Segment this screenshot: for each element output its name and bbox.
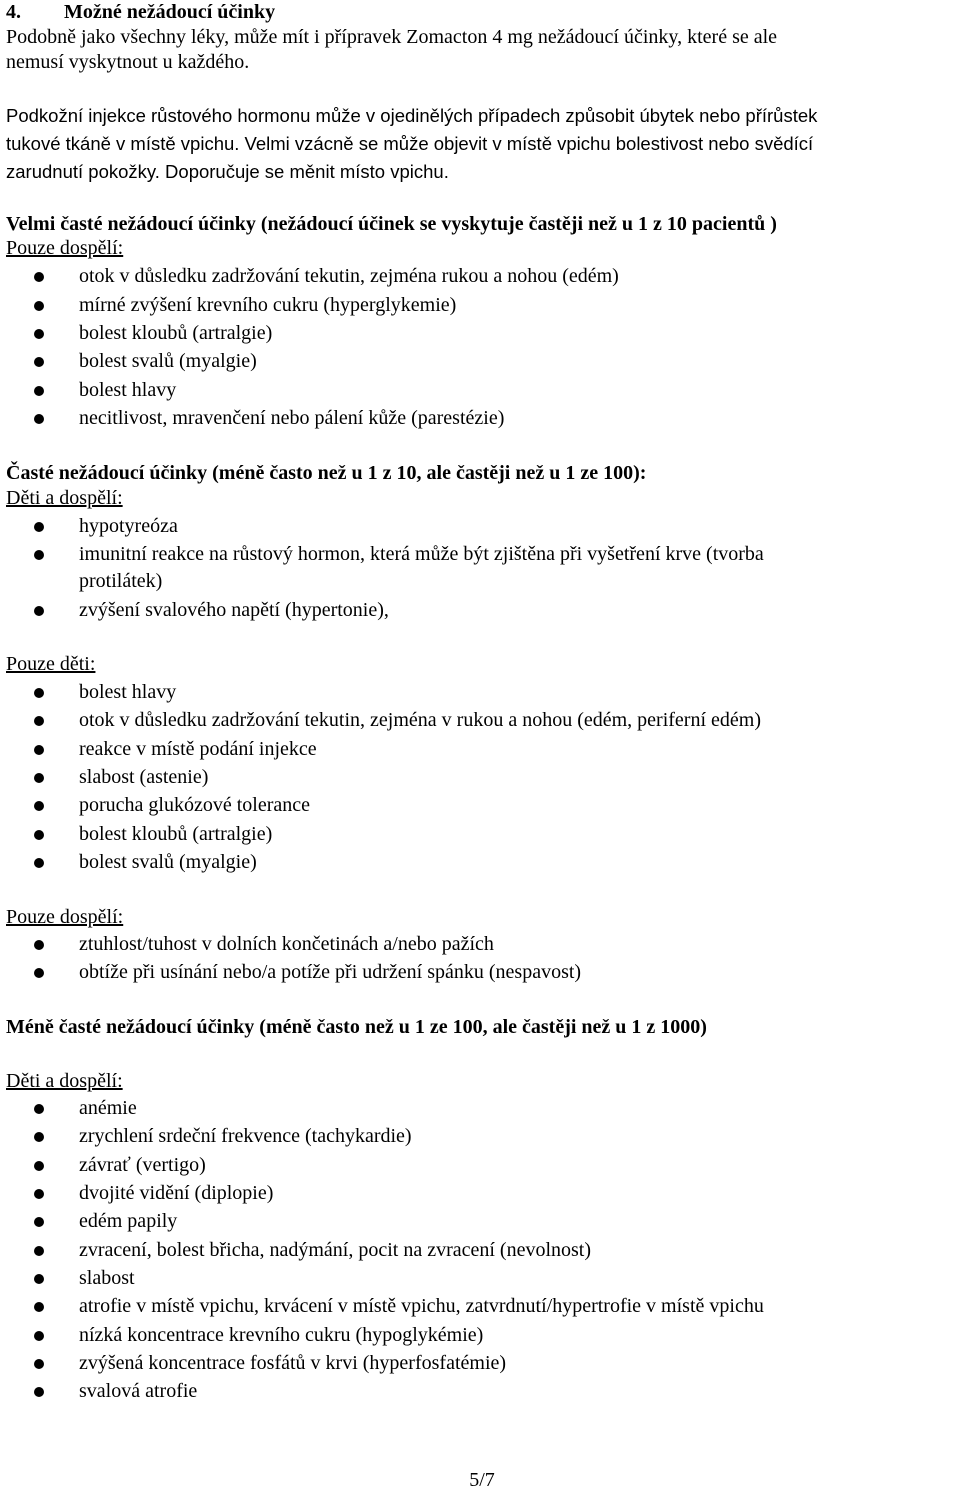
list-item: ztuhlost/tuhost v dolních končetinách a/nebo pažích (79, 933, 494, 955)
bullet-icon (34, 968, 44, 978)
bullet-icon (34, 414, 44, 424)
bullet-icon (34, 1217, 44, 1227)
list-item: zvýšená koncentrace fosfátů v krvi (hyperfosfatémie) (79, 1352, 507, 1374)
bullet-icon (34, 272, 44, 282)
list-item: atrofie v místě vpichu, krvácení v místě vpichu, zatvrdnutí/hypertrofie v místě vpichu (79, 1295, 764, 1317)
very-common-heading: Velmi časté nežádoucí účinky (nežádoucí účinek se vyskytuje častěji než u 1 z 10 pacientů ) (6, 213, 777, 235)
list-item: bolest hlavy (79, 379, 177, 401)
list-item: otok v důsledku zadržování tekutin, zejména v rukou a nohou (edém, periferní edém) (79, 709, 761, 731)
uncommon-heading: Méně časté nežádoucí účinky (méně často než u 1 ze 100, ale častěji než u 1 z 1000) (6, 1016, 707, 1038)
bullet-icon (34, 745, 44, 755)
list-item: zvracení, bolest břicha, nadýmání, pocit na zvracení (nevolnost) (79, 1239, 592, 1261)
list-item-continuation: protilátek) (79, 570, 163, 592)
bullet-icon (34, 1274, 44, 1284)
bullet-icon (34, 1387, 44, 1397)
list-item: anémie (79, 1097, 137, 1119)
bullet-icon (34, 329, 44, 339)
bullet-icon (34, 688, 44, 698)
bullet-icon (34, 801, 44, 811)
section-number: 4. (6, 1, 21, 23)
bullet-icon (34, 1359, 44, 1369)
bullet-icon (34, 1132, 44, 1142)
bullet-icon (34, 716, 44, 726)
list-item: zvýšení svalového napětí (hypertonie), (79, 599, 389, 621)
list-item: necitlivost, mravenčení nebo pálení kůže (parestézie) (79, 407, 505, 429)
list-item: imunitní reakce na růstový hormon, která může být zjištěna při vyšetření krve (tvorba (79, 543, 764, 565)
bullet-icon (34, 386, 44, 396)
list-item: reakce v místě podání injekce (79, 738, 317, 760)
list-item: slabost (79, 1267, 135, 1289)
list-item: porucha glukózové tolerance (79, 794, 311, 816)
list-item: edém papily (79, 1210, 178, 1232)
list-item: nízká koncentrace krevního cukru (hypoglykémie) (79, 1324, 484, 1346)
list-item: bolest hlavy (79, 681, 177, 703)
common-heading: Časté nežádoucí účinky (méně často než u 1 z 10, ale častěji než u 1 ze 100): (6, 462, 647, 484)
list-item: bolest svalů (myalgie) (79, 350, 257, 372)
bullet-icon (34, 940, 44, 950)
list-item: bolest kloubů (artralgie) (79, 823, 273, 845)
list-item: bolest svalů (myalgie) (79, 851, 257, 873)
page-number: 5/7 (469, 1469, 495, 1491)
bullet-icon (34, 301, 44, 311)
section-heading (6, 0, 275, 24)
intro-line: Podobně jako všechny léky, může mít i přípravek Zomacton 4 mg nežádoucí účinky, které se ale (6, 26, 778, 48)
bullet-icon (34, 858, 44, 868)
list-item: obtíže při usínání nebo/a potíže při udržení spánku (nespavost) (79, 961, 582, 983)
injection-paragraph-line: zarudnutí pokožky. Doporučuje se měnit místo vpichu. (6, 161, 449, 182)
bullet-icon (34, 1161, 44, 1171)
bullet-icon (34, 773, 44, 783)
list-item: dvojité vidění (diplopie) (79, 1182, 274, 1204)
page-footer (0, 1470, 960, 1490)
section-title: Možné nežádoucí účinky (64, 1, 276, 23)
uncommon-group-label: Děti a dospělí: (6, 1070, 123, 1092)
very-common-group-label: Pouze dospělí: (6, 237, 124, 259)
bullet-icon (34, 1104, 44, 1114)
list-item: závrať (vertigo) (79, 1154, 206, 1176)
adults-label: Pouze dospělí: (6, 906, 124, 928)
bullet-icon (34, 550, 44, 560)
bullet-icon (34, 1246, 44, 1256)
bullet-icon (34, 522, 44, 532)
bullet-icon (34, 1302, 44, 1312)
bullet-icon (34, 357, 44, 367)
list-item: otok v důsledku zadržování tekutin, zejména rukou a nohou (edém) (79, 265, 619, 287)
bullet-icon (34, 1331, 44, 1341)
list-item: hypotyreóza (79, 515, 178, 537)
bullet-icon (34, 606, 44, 616)
list-item: slabost (astenie) (79, 766, 209, 788)
injection-paragraph-line: Podkožní injekce růstového hormonu může v ojedinělých případech způsobit úbytek nebo přírůstek (6, 105, 818, 126)
children-label: Pouze děti: (6, 653, 96, 675)
injection-paragraph-line: tukové tkáně v místě vpichu. Velmi vzácně se může objevit v místě vpichu bolestivost nebo svědící (6, 133, 814, 154)
bullet-icon (34, 830, 44, 840)
list-item: svalová atrofie (79, 1380, 198, 1402)
list-item: mírné zvýšení krevního cukru (hyperglykemie) (79, 294, 457, 316)
intro-line: nemusí vyskytnout u každého. (6, 51, 250, 73)
list-item: bolest kloubů (artralgie) (79, 322, 273, 344)
bullet-icon (34, 1189, 44, 1199)
list-item: zrychlení srdeční frekvence (tachykardie) (79, 1125, 412, 1147)
children-adults-label: Děti a dospělí: (6, 487, 123, 509)
